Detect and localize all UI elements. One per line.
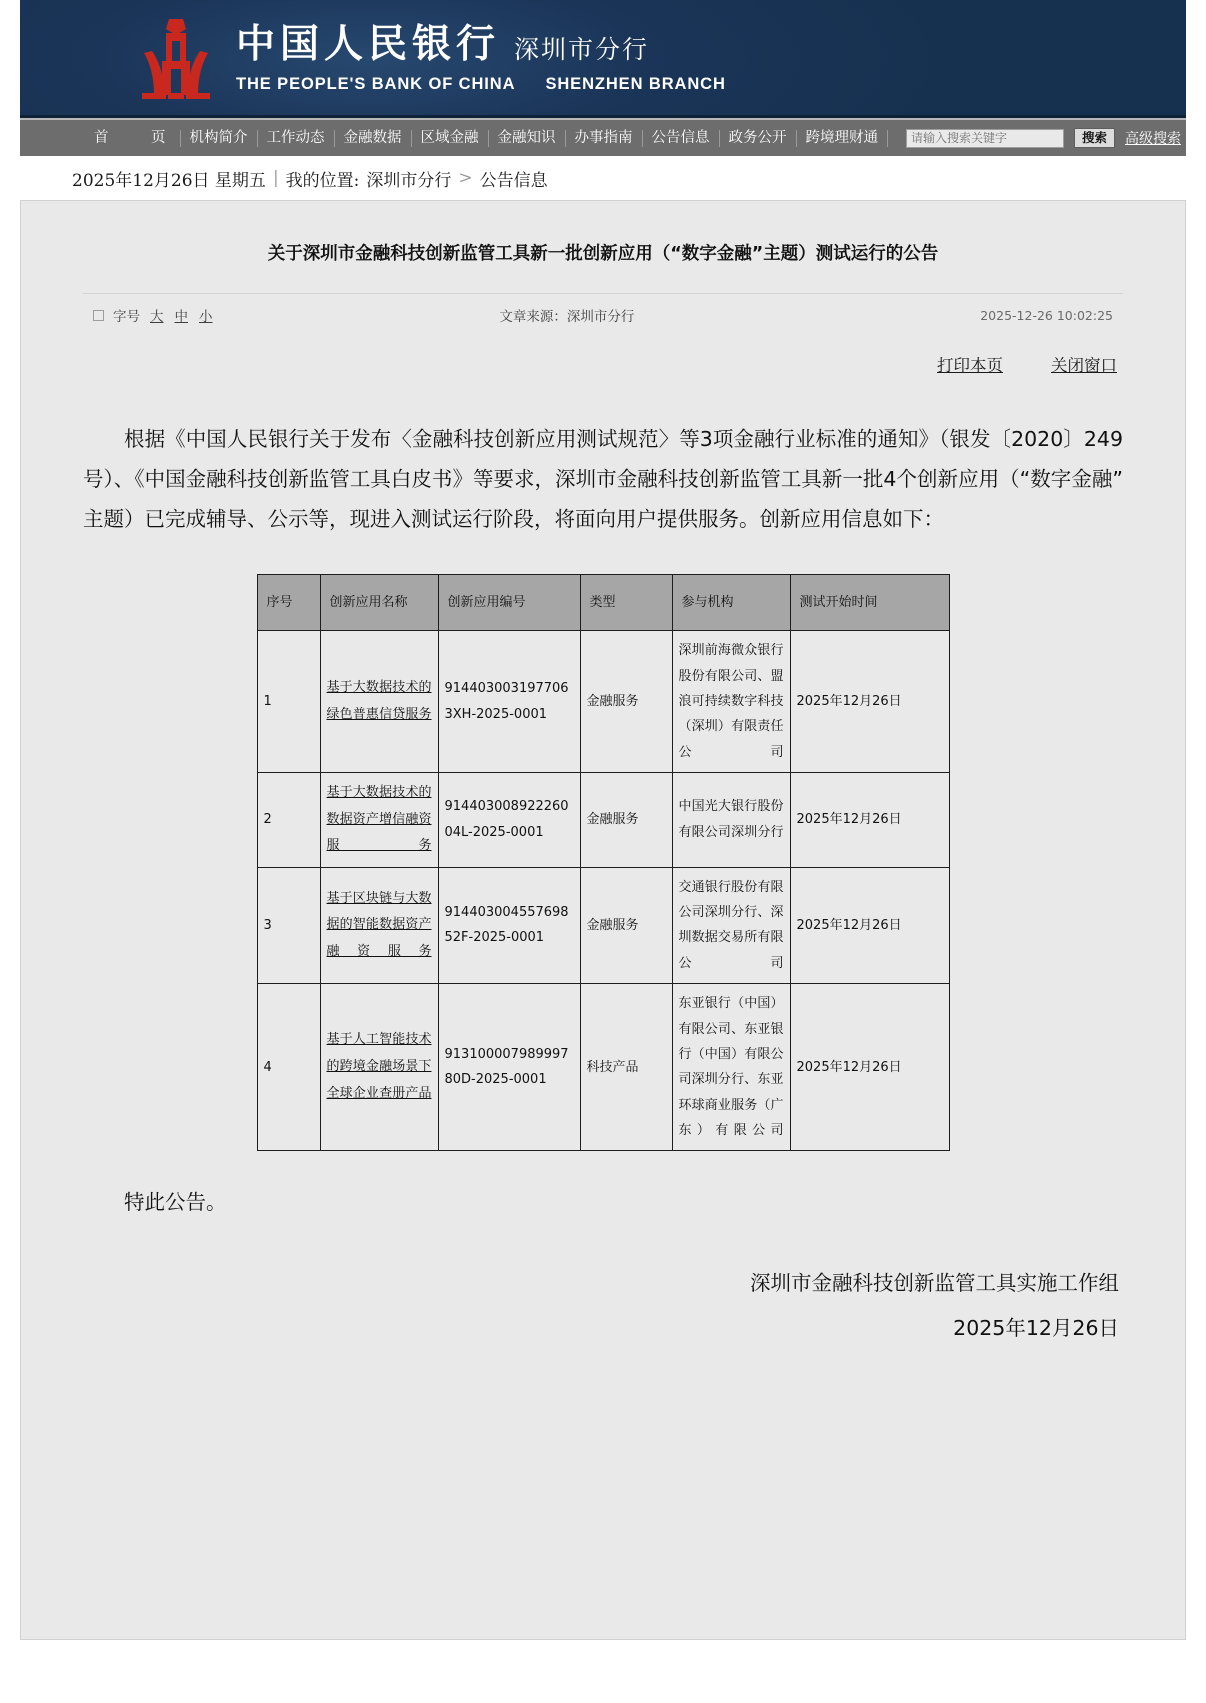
app-name-link[interactable]: 基于大数据技术的数据资产增信融资服务 xyxy=(326,784,432,854)
nav-item-cross-border-wealth[interactable]: 跨境理财通 xyxy=(797,130,889,147)
nav-item-service-guide[interactable]: 办事指南 xyxy=(566,130,643,147)
main-navigation xyxy=(20,118,1186,156)
nav-item-home[interactable]: 首 页 xyxy=(82,130,181,147)
breadcrumb-root[interactable]: 深圳市分行 xyxy=(366,170,452,191)
cell-start-date: 2025年12月26日 xyxy=(790,631,949,773)
breadcrumb xyxy=(20,156,1186,200)
bank-name-cn: 中国人民银行 xyxy=(236,21,501,68)
search-input[interactable] xyxy=(906,129,1064,148)
th-type: 类型 xyxy=(580,575,672,631)
current-date: 2025年12月26日 星期五 xyxy=(72,170,266,191)
print-page-link[interactable]: 打印本页 xyxy=(937,356,1003,376)
breadcrumb-arrow: > xyxy=(458,168,473,188)
article-source: 文章来源：深圳市分行 xyxy=(499,309,635,326)
search-area xyxy=(906,128,1181,148)
cell-index: 4 xyxy=(257,984,320,1151)
close-window-link[interactable]: 关闭窗口 xyxy=(1051,356,1117,376)
article-tools xyxy=(83,334,1123,376)
breadcrumb-current[interactable]: 公告信息 xyxy=(479,170,548,191)
nav-item-regional-finance[interactable]: 区域金融 xyxy=(412,130,489,147)
breadcrumb-divider: | xyxy=(272,168,279,188)
cell-participants: 中国光大银行股份有限公司深圳分行 xyxy=(672,772,790,867)
cell-participants: 东亚银行（中国）有限公司、东亚银行（中国）有限公司深圳分行、东亚环球商业服务（广东）有限公司 xyxy=(672,984,790,1151)
signer-name: 深圳市金融科技创新监管工具实施工作组 xyxy=(750,1271,1119,1296)
brand-block xyxy=(236,21,726,94)
search-button[interactable]: 搜索 xyxy=(1074,128,1115,148)
table-row xyxy=(257,984,949,1151)
app-name-link[interactable]: 基于区块链与大数据的智能数据资产融资服务 xyxy=(326,890,432,959)
applications-table-wrap xyxy=(83,574,1123,1151)
nav-item-financial-knowledge[interactable]: 金融知识 xyxy=(489,130,566,147)
branch-name-en: SHENZHEN BRANCH xyxy=(545,75,726,94)
article-body xyxy=(83,420,1123,540)
breadcrumb-label: 我的位置: xyxy=(285,170,360,191)
nav-item-about[interactable]: 机构简介 xyxy=(181,130,258,147)
cell-start-date: 2025年12月26日 xyxy=(790,984,949,1151)
th-app-code: 创新应用编号 xyxy=(438,575,580,631)
page-title: 关于深圳市金融科技创新监管工具新一批创新应用（“数字金融”主题）测试运行的公告 xyxy=(267,244,939,264)
cell-type: 金融服务 xyxy=(580,867,672,983)
nav-item-announcements[interactable]: 公告信息 xyxy=(643,130,720,147)
table-header-row xyxy=(257,575,949,631)
article-card xyxy=(20,200,1186,1640)
advanced-search-link[interactable]: 高级搜索 xyxy=(1125,131,1182,147)
article-timestamp: 2025-12-26 10:02:25 xyxy=(980,307,1113,323)
cell-app-code: 91440300455769852F-2025-0001 xyxy=(438,867,580,983)
table-row xyxy=(257,867,949,983)
branch-name-cn: 深圳市分行 xyxy=(514,35,650,65)
pbc-emblem-icon xyxy=(138,17,214,101)
applications-table xyxy=(257,574,950,1151)
cell-app-code: 9144030031977063XH-2025-0001 xyxy=(438,631,580,773)
cell-app-code: 91440300892226004L-2025-0001 xyxy=(438,772,580,867)
fontsize-medium[interactable]: 中 xyxy=(174,309,188,326)
cell-participants: 深圳前海微众银行股份有限公司、盟浪可持续数字科技（深圳）有限责任公司 xyxy=(672,631,790,773)
fontsize-large[interactable]: 大 xyxy=(150,309,164,326)
cell-app-name xyxy=(320,631,438,773)
cell-index: 1 xyxy=(257,631,320,773)
cell-type: 金融服务 xyxy=(580,772,672,867)
cell-start-date: 2025年12月26日 xyxy=(790,867,949,983)
cell-app-name xyxy=(320,984,438,1151)
th-participants: 参与机构 xyxy=(672,575,790,631)
fontsize-controls xyxy=(93,305,214,325)
signature-block xyxy=(83,1261,1123,1351)
closing-statement: 特此公告。 xyxy=(124,1190,227,1215)
th-start-date: 测试开始时间 xyxy=(790,575,949,631)
cell-app-code: 91310000798999780D-2025-0001 xyxy=(438,984,580,1151)
article-meta-row xyxy=(83,293,1123,334)
cell-index: 3 xyxy=(257,867,320,983)
bank-name-en: THE PEOPLE'S BANK OF CHINA xyxy=(236,75,516,94)
th-app-name: 创新应用名称 xyxy=(320,575,438,631)
printer-icon[interactable] xyxy=(93,310,104,321)
nav-item-government-affairs[interactable]: 政务公开 xyxy=(720,130,797,147)
signature-date: 2025年12月26日 xyxy=(953,1316,1119,1341)
cell-index: 2 xyxy=(257,772,320,867)
cell-type: 金融服务 xyxy=(580,631,672,773)
table-row xyxy=(257,772,949,867)
table-row xyxy=(257,631,949,773)
nav-item-financial-data[interactable]: 金融数据 xyxy=(335,130,412,147)
cell-app-name xyxy=(320,772,438,867)
app-name-link[interactable]: 基于大数据技术的绿色普惠信贷服务 xyxy=(326,679,432,722)
cell-app-name xyxy=(320,867,438,983)
site-masthead xyxy=(20,0,1186,118)
app-name-link[interactable]: 基于人工智能技术的跨境金融场景下全球企业查册产品 xyxy=(326,1032,432,1101)
th-index: 序号 xyxy=(257,575,320,631)
fontsize-label: 字号 xyxy=(113,309,140,326)
cell-type: 科技产品 xyxy=(580,984,672,1151)
fontsize-small[interactable]: 小 xyxy=(199,309,213,326)
cell-start-date: 2025年12月26日 xyxy=(790,772,949,867)
article-paragraph: 根据《中国人民银行关于发布〈金融科技创新应用测试规范〉等3项金融行业标准的通知》（银发〔2020〕249号）、《中国金融科技创新监管工具白皮书》等要求，深圳市金融科技创新监管工具新一批4个创新应用（“数字金融”主题）已完成辅导、公示等，现进入测试运行阶段，将面向用户提供服务。创新应用信息如下： xyxy=(83,427,1123,532)
cell-participants: 交通银行股份有限公司深圳分行、深圳数据交易所有限公司 xyxy=(672,867,790,983)
nav-item-work-news[interactable]: 工作动态 xyxy=(258,130,335,147)
